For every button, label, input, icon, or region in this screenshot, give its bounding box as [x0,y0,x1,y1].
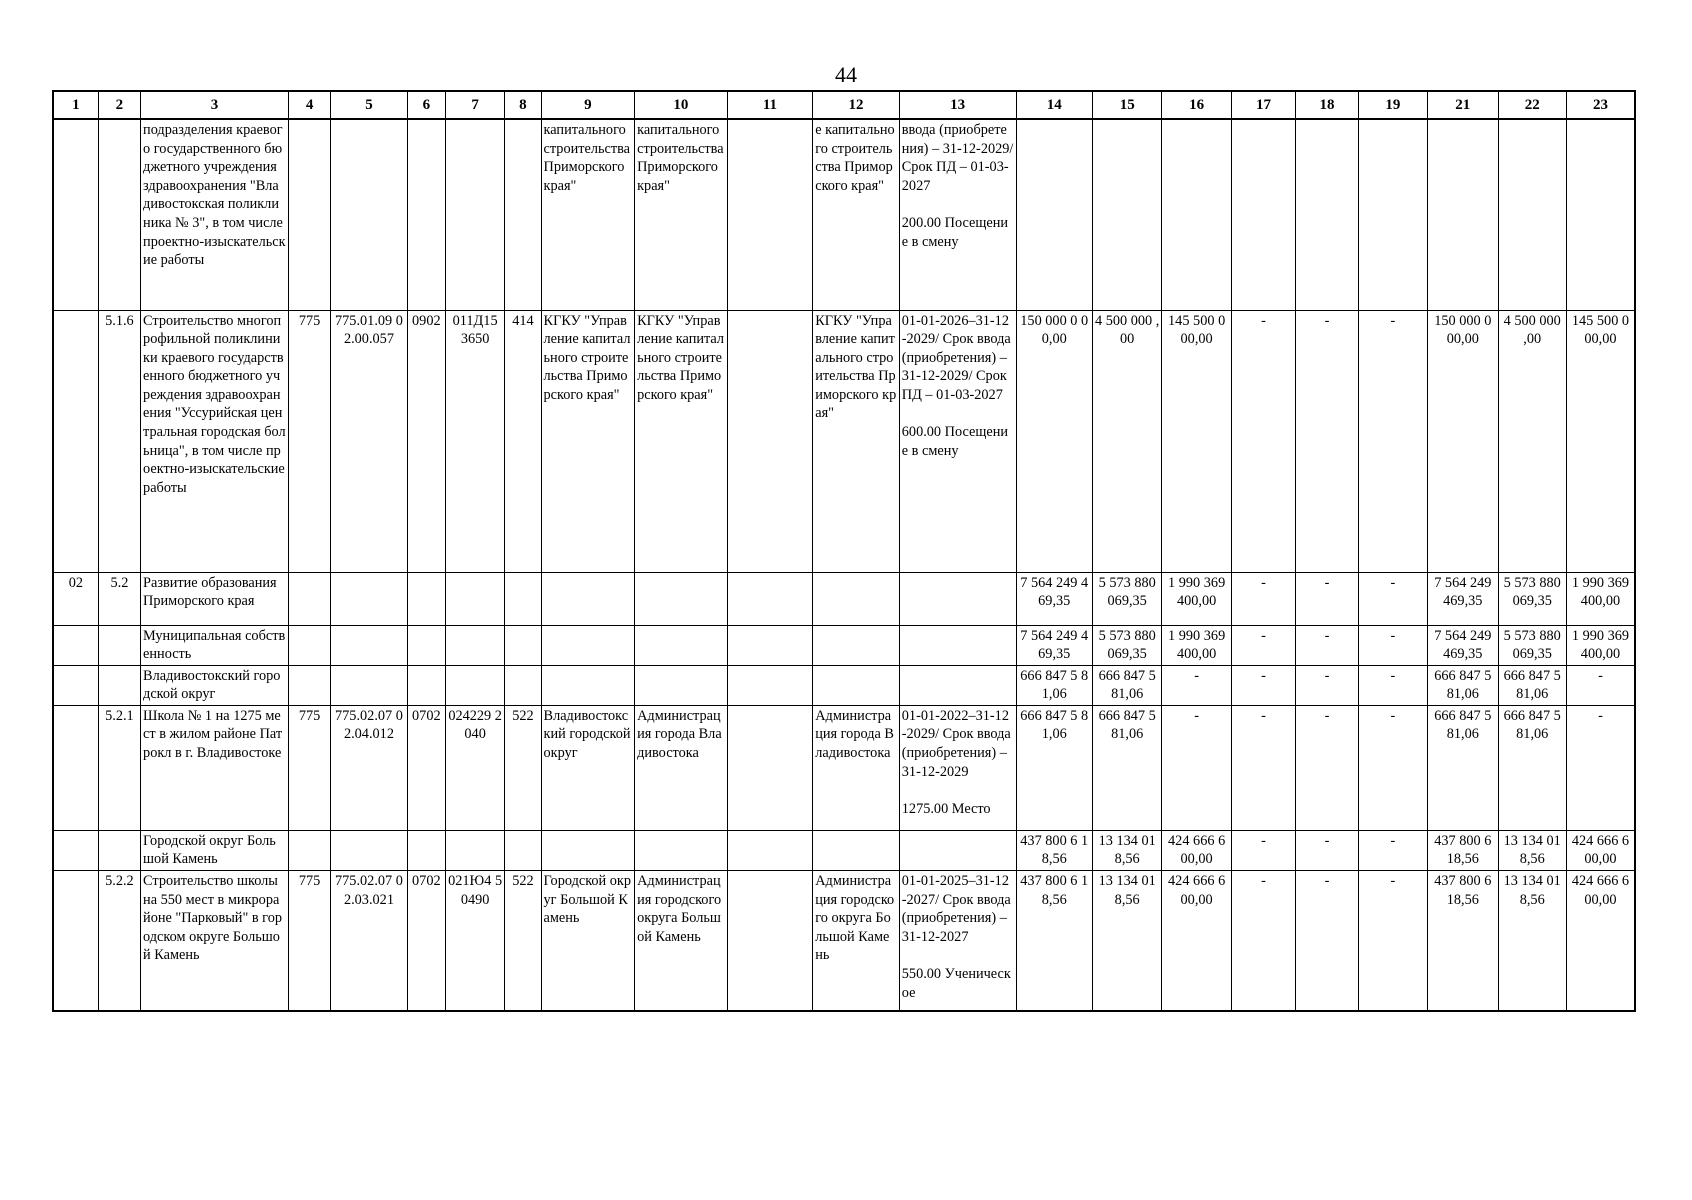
col-11 [727,830,813,870]
target-article [445,665,504,705]
amount-col-17: - [1231,665,1295,705]
developer-name: Администрация городского округа Большой Камень [813,871,900,1011]
target-article: 021Ю4 50490 [445,871,504,1011]
amount-col-23: 1 990 369 400,00 [1566,572,1635,625]
amount-col-18: - [1296,625,1358,665]
item-number: 5.2 [98,572,140,625]
column-header-19: 19 [1358,91,1427,119]
target-article: 024229 2040 [445,705,504,830]
col-11 [727,310,813,572]
item-number: 5.2.2 [98,871,140,1011]
target-article [445,572,504,625]
object-name: Строительство многопрофильной поликлиники краевого государственного бюджетного учреждения здравоохранения "Уссурийская центральная городская больница", в том числе проектно-изыскательские работы [141,310,289,572]
amount-col-22: 5 573 880 069,35 [1498,625,1566,665]
grbs-code [288,830,330,870]
item-number: 5.2.1 [98,705,140,830]
grbs-name: Владивостокский городской округ [541,705,635,830]
amount-col-15: 666 847 5 81,06 [1092,705,1161,830]
amount-col-18: - [1296,830,1358,870]
table-row [53,119,1635,310]
developer-name: КГКУ "Управление капитального строительства Приморского края" [813,310,900,572]
total-amount: 7 564 249 469,35 [1016,572,1092,625]
section-subsection: 0902 [407,310,445,572]
expense-type: 522 [505,705,541,830]
amount-col-16: 145 500 0 00,00 [1162,310,1231,572]
section-code [53,830,98,870]
grbs-code: 775 [288,871,330,1011]
grbs-name: Городской округ Большой Камень [541,871,635,1011]
amount-col-15: 666 847 5 81,06 [1092,665,1161,705]
column-header-5: 5 [331,91,407,119]
table-row [53,665,1635,705]
developer-name [813,665,900,705]
amount-col-21: 666 847 5 81,06 [1428,705,1498,830]
amount-col-16 [1162,119,1231,310]
amount-col-19: - [1358,625,1427,665]
amount-col-19 [1358,119,1427,310]
amount-col-22: 4 500 000 ,00 [1498,310,1566,572]
deadline-capacity [899,572,1016,625]
column-header-6: 6 [407,91,445,119]
total-amount: 666 847 5 81,06 [1016,665,1092,705]
amount-col-21: 7 564 249 469,35 [1428,572,1498,625]
header-row [53,91,1635,119]
section-subsection: 0702 [407,871,445,1011]
item-number [98,625,140,665]
amount-col-19: - [1358,705,1427,830]
customer-name [635,830,728,870]
grbs-name: КГКУ "Управление капитального строительства Приморского края" [541,310,635,572]
developer-name [813,572,900,625]
column-header-3: 3 [141,91,289,119]
grbs-name [541,572,635,625]
object-code [331,572,407,625]
grbs-name: капитального строительства Приморского края" [541,119,635,310]
col-11 [727,705,813,830]
amount-col-16: 1 990 369 400,00 [1162,625,1231,665]
object-code: 775.02.07 02.03.021 [331,871,407,1011]
customer-name [635,625,728,665]
amount-col-15: 13 134 01 8,56 [1092,830,1161,870]
section-code [53,119,98,310]
amount-col-17 [1231,119,1295,310]
object-name: подразделения краевого государственного бюджетного учреждения здравоохранения "Владивостокская поликлиника № 3", в том числе проектно-изыскательские работы [141,119,289,310]
table-row [53,705,1635,830]
amount-col-22: 5 573 880 069,35 [1498,572,1566,625]
amount-col-16: 1 990 369 400,00 [1162,572,1231,625]
column-header-13: 13 [899,91,1016,119]
amount-col-16: - [1162,665,1231,705]
col-11 [727,119,813,310]
amount-col-15: 5 573 880 069,35 [1092,572,1161,625]
section-subsection: 0702 [407,705,445,830]
total-amount: 150 000 0 00,00 [1016,310,1092,572]
amount-col-16: 424 666 6 00,00 [1162,830,1231,870]
amount-col-21: 437 800 6 18,56 [1428,830,1498,870]
object-code [331,625,407,665]
customer-name: Администрация города Владивостока [635,705,728,830]
object-code [331,830,407,870]
column-header-15: 15 [1092,91,1161,119]
grbs-code [288,625,330,665]
amount-col-18 [1296,119,1358,310]
column-header-9: 9 [541,91,635,119]
column-header-16: 16 [1162,91,1231,119]
amount-col-23: 1 990 369 400,00 [1566,625,1635,665]
deadline-capacity [899,665,1016,705]
item-number [98,830,140,870]
total-amount: 666 847 5 81,06 [1016,705,1092,830]
column-header-2: 2 [98,91,140,119]
col-11 [727,625,813,665]
column-header-22: 22 [1498,91,1566,119]
object-code [331,119,407,310]
column-header-23: 23 [1566,91,1635,119]
amount-col-18: - [1296,871,1358,1011]
amount-col-22: 13 134 01 8,56 [1498,871,1566,1011]
deadline-capacity [899,830,1016,870]
column-header-17: 17 [1231,91,1295,119]
grbs-code [288,119,330,310]
total-amount: 7 564 249 469,35 [1016,625,1092,665]
investment-table [52,90,1636,1012]
object-name: Муниципальная собственность [141,625,289,665]
table-row [53,871,1635,1011]
amount-col-22: 666 847 5 81,06 [1498,665,1566,705]
section-code [53,665,98,705]
item-number: 5.1.6 [98,310,140,572]
amount-col-17: - [1231,310,1295,572]
total-amount: 437 800 6 18,56 [1016,830,1092,870]
section-code [53,705,98,830]
amount-col-23 [1566,119,1635,310]
amount-col-23: 145 500 0 00,00 [1566,310,1635,572]
deadline-capacity: 01-01-2022–31-12-2029/ Срок ввода (приобретения) – 31-12-2029 1275.00 Место [899,705,1016,830]
amount-col-22: 666 847 5 81,06 [1498,705,1566,830]
table-row [53,310,1635,572]
object-name: Строительство школы на 550 мест в микрорайоне "Парковый" в городском округе Большой Камень [141,871,289,1011]
section-code: 02 [53,572,98,625]
amount-col-15: 4 500 000 ,00 [1092,310,1161,572]
grbs-name [541,665,635,705]
column-header-7: 7 [445,91,504,119]
grbs-code: 775 [288,310,330,572]
table-row [53,830,1635,870]
developer-name: е капитального строительства Приморского края" [813,119,900,310]
amount-col-17: - [1231,572,1295,625]
object-code [331,665,407,705]
amount-col-19: - [1358,871,1427,1011]
grbs-code [288,572,330,625]
amount-col-18: - [1296,310,1358,572]
amount-col-21: 7 564 249 469,35 [1428,625,1498,665]
amount-col-21: 150 000 0 00,00 [1428,310,1498,572]
target-article [445,119,504,310]
amount-col-21 [1428,119,1498,310]
object-code: 775.02.07 02.04.012 [331,705,407,830]
amount-col-15: 5 573 880 069,35 [1092,625,1161,665]
expense-type: 522 [505,871,541,1011]
amount-col-15: 13 134 01 8,56 [1092,871,1161,1011]
amount-col-17: - [1231,705,1295,830]
expense-type [505,572,541,625]
amount-col-22 [1498,119,1566,310]
section-code [53,625,98,665]
section-subsection [407,119,445,310]
table-row [53,572,1635,625]
expense-type: 414 [505,310,541,572]
amount-col-21: 437 800 6 18,56 [1428,871,1498,1011]
section-subsection [407,572,445,625]
amount-col-19: - [1358,830,1427,870]
col-11 [727,871,813,1011]
developer-name [813,830,900,870]
amount-col-17: - [1231,625,1295,665]
customer-name [635,665,728,705]
amount-col-16: 424 666 6 00,00 [1162,871,1231,1011]
amount-col-22: 13 134 01 8,56 [1498,830,1566,870]
amount-col-18: - [1296,572,1358,625]
column-header-11: 11 [727,91,813,119]
column-header-8: 8 [505,91,541,119]
deadline-capacity: ввода (приобретения) – 31-12-2029/ Срок ПД – 01-03-2027 200.00 Посещение в смену [899,119,1016,310]
column-header-1: 1 [53,91,98,119]
column-header-18: 18 [1296,91,1358,119]
expense-type [505,830,541,870]
expense-type [505,665,541,705]
deadline-capacity [899,625,1016,665]
column-header-10: 10 [635,91,728,119]
item-number [98,665,140,705]
amount-col-23: 424 666 6 00,00 [1566,830,1635,870]
expense-type [505,119,541,310]
total-amount: 437 800 6 18,56 [1016,871,1092,1011]
amount-col-19: - [1358,572,1427,625]
developer-name: Администрация города Владивостока [813,705,900,830]
grbs-name [541,625,635,665]
column-header-12: 12 [813,91,900,119]
section-code [53,310,98,572]
object-name: Городской округ Большой Камень [141,830,289,870]
table-row [53,625,1635,665]
customer-name: КГКУ "Управление капитального строительства Приморского края" [635,310,728,572]
target-article [445,625,504,665]
target-article: 011Д15 3650 [445,310,504,572]
amount-col-17: - [1231,871,1295,1011]
amount-col-16: - [1162,705,1231,830]
amount-col-17: - [1231,830,1295,870]
amount-col-19: - [1358,665,1427,705]
page-number: 44 [835,62,857,87]
column-header-14: 14 [1016,91,1092,119]
object-name: Владивостокский городской округ [141,665,289,705]
object-code: 775.01.09 02.00.057 [331,310,407,572]
deadline-capacity: 01-01-2025–31-12-2027/ Срок ввода (приобретения) – 31-12-2027 550.00 Ученическое [899,871,1016,1011]
amount-col-21: 666 847 5 81,06 [1428,665,1498,705]
customer-name: Администрация городского округа Большой Камень [635,871,728,1011]
developer-name [813,625,900,665]
col-11 [727,572,813,625]
amount-col-23: - [1566,665,1635,705]
amount-col-19: - [1358,310,1427,572]
column-header-4: 4 [288,91,330,119]
column-header-21: 21 [1428,91,1498,119]
col-11 [727,665,813,705]
amount-col-23: - [1566,705,1635,830]
target-article [445,830,504,870]
total-amount [1016,119,1092,310]
object-name: Развитие образования Приморского края [141,572,289,625]
object-name: Школа № 1 на 1275 мест в жилом районе Патрокл в г. Владивостоке [141,705,289,830]
item-number [98,119,140,310]
amount-col-18: - [1296,705,1358,830]
section-code [53,871,98,1011]
amount-col-23: 424 666 6 00,00 [1566,871,1635,1011]
section-subsection [407,625,445,665]
customer-name: капитального строительства Приморского края" [635,119,728,310]
amount-col-15 [1092,119,1161,310]
grbs-code [288,665,330,705]
section-subsection [407,665,445,705]
expense-type [505,625,541,665]
grbs-code: 775 [288,705,330,830]
amount-col-18: - [1296,665,1358,705]
section-subsection [407,830,445,870]
deadline-capacity: 01-01-2026–31-12-2029/ Срок ввода (приобретения) – 31-12-2029/ Срок ПД – 01-03-2027 600.00 Посещение в смену [899,310,1016,572]
customer-name [635,572,728,625]
grbs-name [541,830,635,870]
